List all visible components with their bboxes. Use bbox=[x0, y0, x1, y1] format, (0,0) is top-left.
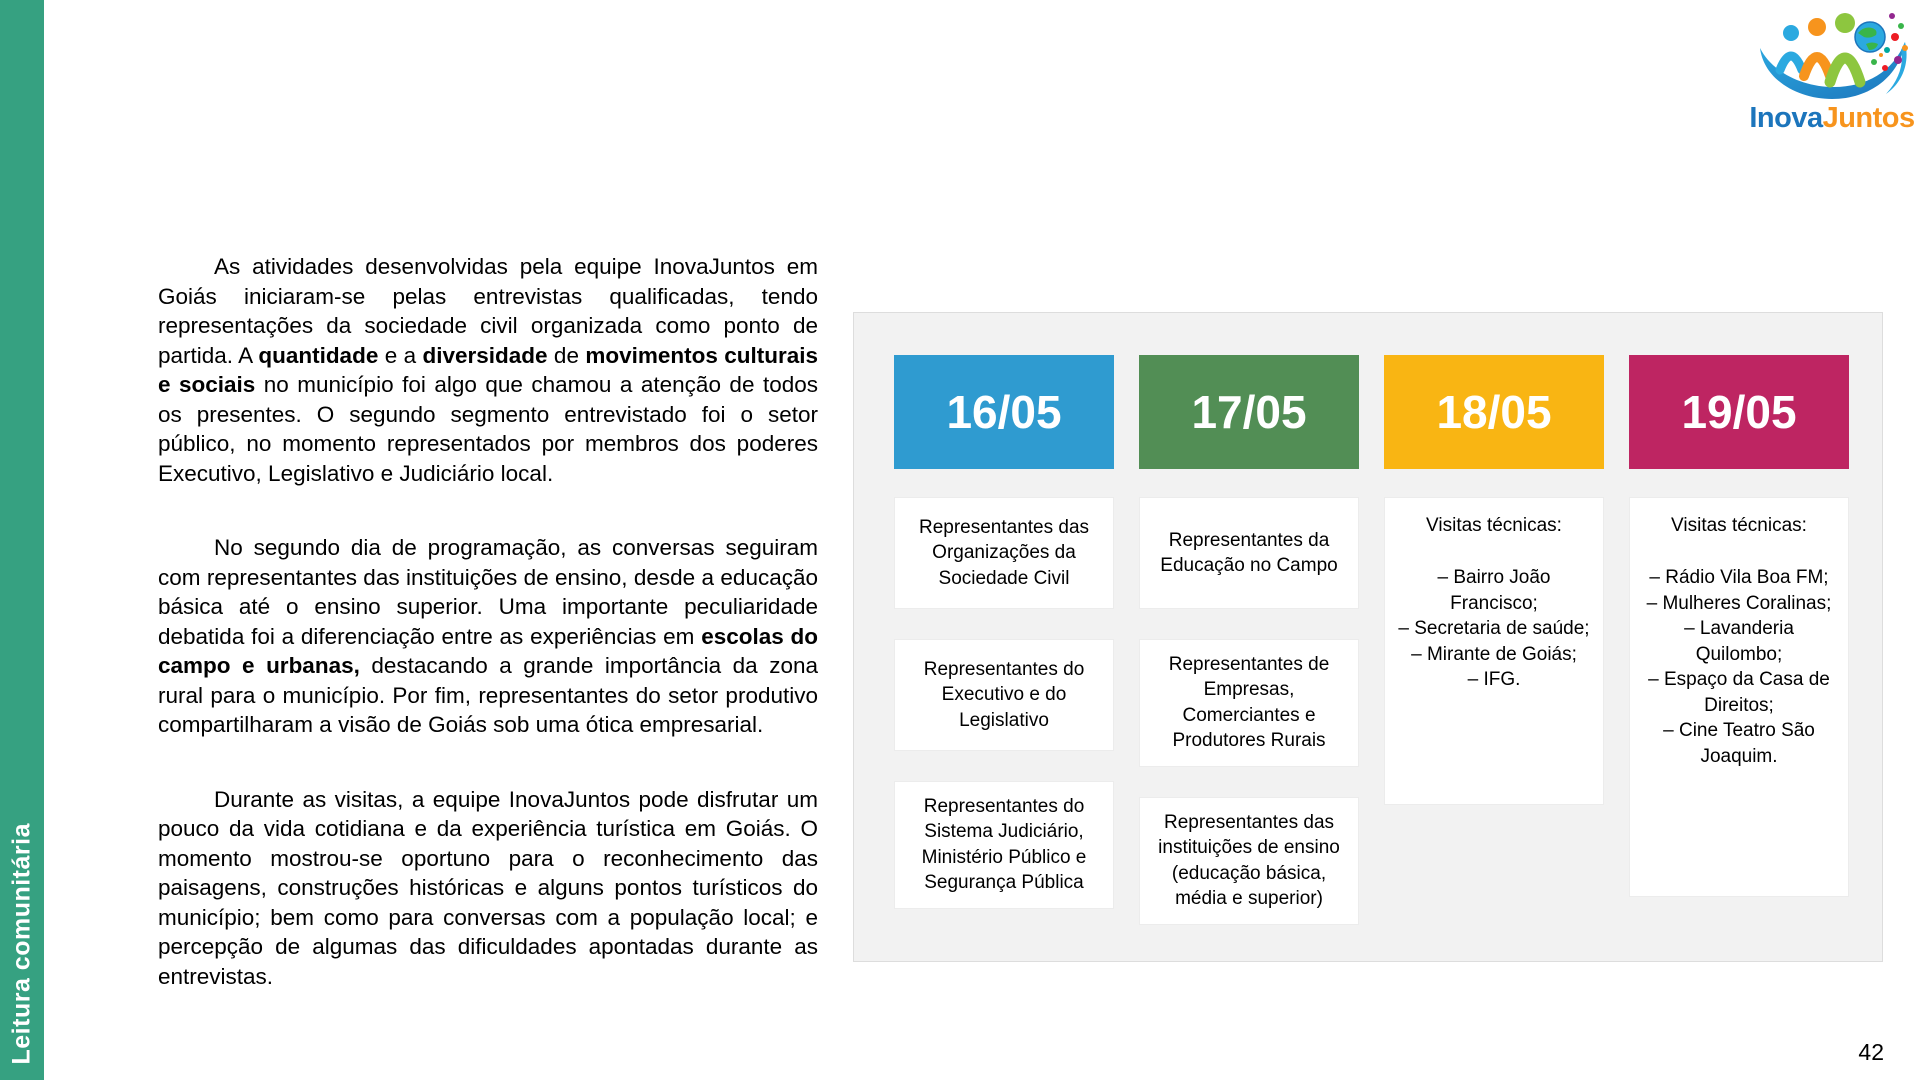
date-header: 18/05 bbox=[1384, 355, 1604, 469]
schedule-column-19-05 bbox=[1629, 355, 1849, 961]
date-header: 16/05 bbox=[894, 355, 1114, 469]
article-text bbox=[158, 252, 818, 1036]
inovajuntos-logo-icon bbox=[1754, 6, 1910, 102]
people-figures-icon bbox=[1780, 13, 1860, 82]
schedule-box: Representantes do Sistema Judiciário, Ministério Público e Segurança Pública bbox=[894, 781, 1114, 909]
visit-list-item: – Mulheres Coralinas; bbox=[1646, 592, 1832, 614]
visit-list-box bbox=[1629, 497, 1849, 897]
page-number: 42 bbox=[1858, 1039, 1884, 1065]
visit-list-item: – Cine Teatro São Joaquim. bbox=[1663, 720, 1815, 767]
inovajuntos-logo bbox=[1749, 6, 1915, 134]
visit-list-item: – Mirante de Goiás; bbox=[1411, 643, 1577, 665]
schedule-box: Representantes de Empresas, Comerciantes e Produtores Rurais bbox=[1139, 639, 1359, 767]
visit-list-item: – Secretaria de saúde; bbox=[1398, 618, 1590, 640]
visit-list-item: – Espaço da Casa de Direitos; bbox=[1648, 669, 1830, 716]
sidebar-band bbox=[0, 0, 44, 1080]
schedule-column-17-05 bbox=[1139, 355, 1359, 961]
sidebar-label: Leitura comunitária bbox=[7, 822, 36, 1064]
schedule-box: Representantes das instituições de ensino (educação básica, média e superior) bbox=[1139, 797, 1359, 925]
date-header: 19/05 bbox=[1629, 355, 1849, 469]
visit-list-box bbox=[1384, 497, 1604, 805]
article-paragraph: No segundo dia de programação, as conversas seguiram com representantes das instituições de ensino, desde a educação básica até o ensino superior. Uma importante peculiaridade debatida foi a diferenciação entre as experiências em escolas do campo e urbanas, destacando a grande importância da zona rural para o município. Por fim, representantes do setor produtivo compartilharam a visão de Goiás sob uma ótica empresarial. bbox=[158, 535, 819, 737]
article-paragraph: Durante as visitas, a equipe InovaJuntos pode disfrutar um pouco da vida cotidiana e da experiência turística em Goiás. O momento mostrou-se oportuno para o reconhecimento das paisagens, construções históricas e alguns pontos turísticos do município; bem como para conversas com a população local; e percepção de algumas das dificuldades apontadas durante as entrevistas. bbox=[158, 786, 818, 989]
schedule-box: Representantes das Organizações da Sociedade Civil bbox=[894, 497, 1114, 609]
date-header: 17/05 bbox=[1139, 355, 1359, 469]
logo-wordmark-inova: Inova bbox=[1749, 102, 1823, 134]
logo-wordmark-juntos: Juntos bbox=[1822, 102, 1915, 134]
visit-list-title: Visitas técnicas: bbox=[1426, 515, 1562, 536]
visit-list-title: Visitas técnicas: bbox=[1671, 515, 1807, 536]
visit-list-item: – Lavanderia Quilombo; bbox=[1684, 618, 1794, 665]
visit-list-item: – Rádio Vila Boa FM; bbox=[1649, 567, 1829, 589]
article-paragraph: As atividades desenvolvidas pela equipe InovaJuntos em Goiás iniciaram-se pelas entrevistas qualificadas, tendo representações da sociedade civil organizada como ponto de partida. A quantidade e a diversidade de movimentos culturais e sociais no município foi algo que chamou a atenção de todos os presentes. O segundo segmento entrevistado foi o setor público, no momento representados por membros dos poderes Executivo, Legislativo e Judiciário local. bbox=[158, 254, 819, 486]
schedule-column-16-05 bbox=[894, 355, 1114, 961]
schedule-box: Representantes da Educação no Campo bbox=[1139, 497, 1359, 609]
schedule-box: Representantes do Executivo e do Legislativo bbox=[894, 639, 1114, 751]
visit-list-item: – IFG. bbox=[1467, 669, 1521, 691]
schedule-column-18-05 bbox=[1384, 355, 1604, 961]
visit-list-item: – Bairro João Francisco; bbox=[1437, 567, 1551, 614]
schedule-panel bbox=[853, 312, 1883, 962]
globe-icon bbox=[1855, 22, 1885, 52]
logo-wordmark bbox=[1749, 104, 1914, 133]
